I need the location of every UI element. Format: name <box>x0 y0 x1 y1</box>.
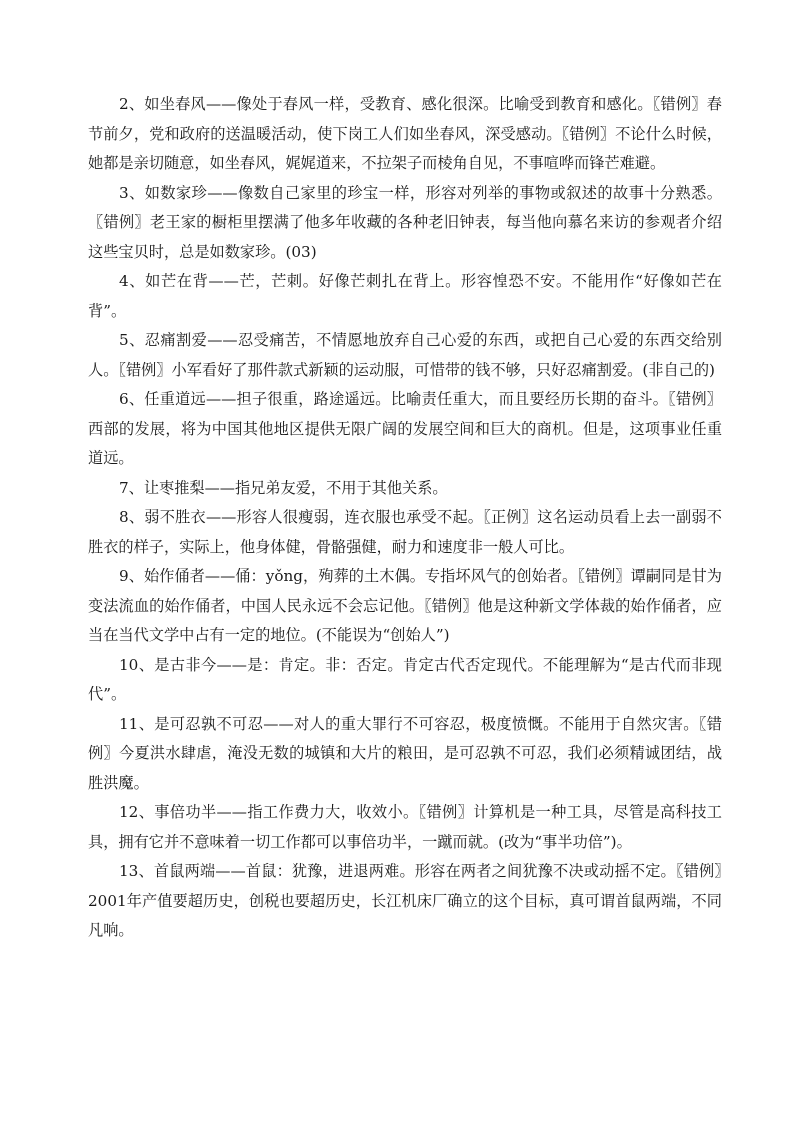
entry-ru-shu-jia-zhen: 3、如数家珍——像数自己家里的珍宝一样，形容对列举的事物或叙述的故事十分熟悉。〖错例〗老王家的橱柜里摆满了他多年收藏的各种老旧钟表，每当他向慕名来访的参观者介绍这些宝贝时，总是如数家珍。(03) <box>88 183 722 261</box>
entry-shi-zuo-yong-zhe: 9、始作俑者——俑：yǒng，殉葬的土木偶。专指坏风气的创始者。〖错例〗谭嗣同是甘为变法流血的始作俑者，中国人民永远不会忘记他。〖错例〗他是这种新文学体裁的始作俑者，应当在当代文学中占有一定的地位。(不能误为“创始人”) <box>88 567 722 644</box>
document-page <box>88 90 722 946</box>
entry-rang-zao-tui-li: 7、让枣推梨——指兄弟友爱，不用于其他关系。 <box>119 478 448 497</box>
entry-ru-mang-zai-bei: 4、如芒在背——芒，芒刺。好像芒刺扎在背上。形容惶恐不安。不能用作“好像如芒在背”。 <box>88 272 722 320</box>
entry-shi-bei-gong-ban: 12、事倍功半——指工作费力大，收效小。〖错例〗计算机是一种工具，尽管是高科技工具，拥有它并不意味着一切工作都可以事倍功半，一蹴而就。(改为“事半功倍”)。 <box>88 803 722 851</box>
entry-ruo-bu-sheng-yi: 8、弱不胜衣——形容人很瘦弱，连衣服也承受不起。〖正例〗这名运动员看上去一副弱不胜衣的样子，实际上，他身体健，骨骼强健，耐力和速度非一般人可比。 <box>88 508 722 556</box>
entry-ru-zuo-chun-feng: 2、如坐春风——像处于春风一样，受教育、感化很深。比喻受到教育和感化。〖错例〗春节前夕，党和政府的送温暖活动，使下岗工人们如坐春风，深受感动。〖错例〗不论什么时候，她都是亲切随意，如坐春风，娓娓道来，不拉架子而棱角自见，不事喧哗而锋芒难避。 <box>88 95 722 172</box>
entry-shi-gu-fei-jin: 10、是古非今——是：肯定。非：否定。肯定古代否定现代。不能理解为“是古代而非现代”。 <box>88 655 722 703</box>
entry-ren-zhong-dao-yuan: 6、任重道远——担子很重，路途遥远。比喻责任重大，而且要经历长期的奋斗。〖错例〗西部的发展，将为中国其他地区提供无限广阔的发展空间和巨大的商机。但是，这项事业任重道远。 <box>88 390 722 467</box>
entry-shi-ke-ren: 11、是可忍孰不可忍——对人的重大罪行不可容忍，极度愤慨。不能用于自然灾害。〖错例〗今夏洪水肆虐，淹没无数的城镇和大片的粮田，是可忍孰不可忍，我们必须精诚团结，战胜洪魔。 <box>88 714 722 792</box>
entry-ren-tong-ge-ai: 5、忍痛割爱——忍受痛苦，不情愿地放弃自己心爱的东西，或把自己心爱的东西交给别人。〖错例〗小军看好了那件款式新颖的运动服，可惜带的钱不够，只好忍痛割爱。(非自己的) <box>88 331 722 379</box>
entry-shou-shu-liang-duan: 13、首鼠两端——首鼠：犹豫，进退两难。形容在两者之间犹豫不决或动摇不定。〖错例〗2001年产值要超历史，创税也要超历史，长江机床厂确立的这个目标，真可谓首鼠两端，不同凡响。 <box>88 862 722 939</box>
